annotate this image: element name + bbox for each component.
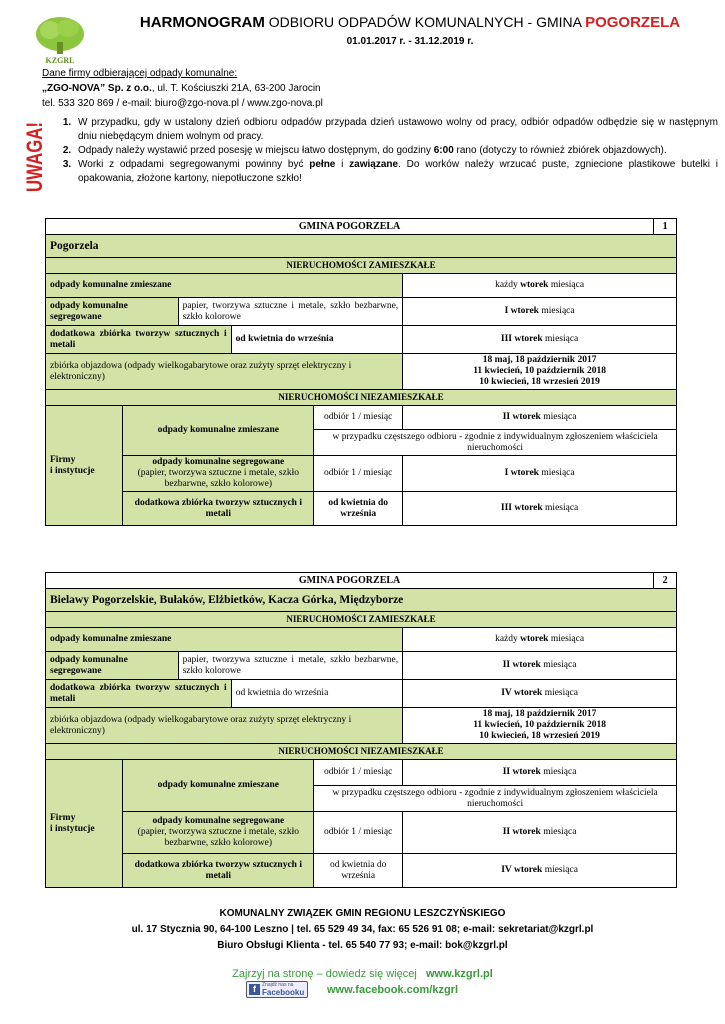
notice-item-1: 1. W przypadku, gdy w ustalony dzień odbioru odpadów przypada dzień ustawowo wolny od pracy, odbiór odpadów odbędzie się w następnym dniu niebędącym dniem wolnym od pracy. <box>74 116 718 144</box>
footer-contact <box>0 906 725 954</box>
extra-collection-label: dodatkowa zbiórka tworzyw sztucznych i metali <box>46 326 232 354</box>
nr-segregated-schedule: I wtorek miesiąca <box>403 456 677 492</box>
page-title: HARMONOGRAM ODBIORU ODPADÓW KOMUNALNYCH - GMINA POGORZELA <box>139 14 681 31</box>
segregated-schedule: II wtorek miesiąca <box>403 652 677 680</box>
mixed-waste-label: odpady komunalne zmieszane <box>46 628 403 652</box>
extra-collection-label: dodatkowa zbiórka tworzyw sztucznych i metali <box>46 680 232 708</box>
facebook-badge-caption: Znajdź nas na <box>262 982 294 988</box>
logo-text: KZGRL <box>45 56 75 65</box>
nr-extra-schedule: IV wtorek miesiąca <box>403 854 677 888</box>
mixed-waste-schedule: każdy wtorek miesiąca <box>403 628 677 652</box>
nr-segregated-frequency: odbiór 1 / miesiąc <box>314 456 403 492</box>
bulky-label: zbiórka objazdowa (odpady wielkogabarytowe oraz zużyty sprzęt elektryczny i elektroniczny) <box>46 354 403 390</box>
location-name: Pogorzela <box>46 235 677 258</box>
nonresidential-header: NIERUCHOMOŚCI NIEZAMIESZKAŁE <box>46 744 677 760</box>
segregated-label: odpady komunalne segregowane <box>46 298 179 326</box>
notice-list <box>58 116 718 186</box>
nr-mixed-frequency: odbiór 1 / miesiąc <box>314 406 403 430</box>
nr-segregated-cell: odpady komunalne segregowane (papier, tworzywa sztuczne i metale, szkło bezbarwne, szkło kolorowe) <box>123 456 314 492</box>
nr-extra-label: dodatkowa zbiórka tworzyw sztucznych i metali <box>123 492 314 526</box>
firm-heading: Dane firmy odbierającej odpady komunalne: <box>42 68 238 79</box>
nr-mixed-label: odpady komunalne zmieszane <box>123 406 314 456</box>
facebook-badge-text: Facebooku <box>262 988 305 997</box>
gmina-header: GMINA POGORZELA <box>46 573 654 589</box>
nr-frequency-note: w przypadku częstszego odbioru - zgodnie z indywidualnym zgłoszeniem właściciela nieruchomości <box>314 786 677 812</box>
location-name: Bielawy Pogorzelskie, Bułaków, Elżbietków, Kacza Górka, Międzyborze <box>46 589 677 612</box>
footer-org: KOMUNALNY ZWIĄZEK GMIN REGIONU LESZCZYŃSKIEGO <box>219 908 506 919</box>
uwaga-stamp <box>14 118 54 196</box>
notice-item-3: 3. Worki z odpadami segregowanymi powinny być pełne i zawiązane. Do worków należy wrzucać puste, zgniecione plastikowe butelki i opakowania, złożone kartony, niepotłuczone szkło! <box>74 158 718 186</box>
nr-extra-schedule: III wtorek miesiąca <box>403 492 677 526</box>
gmina-header: GMINA POGORZELA <box>46 219 654 235</box>
uwaga-stamp-text: UWAGA! <box>22 118 47 192</box>
extra-collection-schedule: III wtorek miesiąca <box>403 326 677 354</box>
footer-slogan: Zajrzyj na stronę – dowiedz się więcej www.kzgrl.pl <box>232 968 493 980</box>
segregated-desc: papier, tworzywa sztuczne i metale, szkło bezbarwne, szkło kolorowe <box>178 298 403 326</box>
schedule-table-2 <box>45 572 677 888</box>
segregated-label: odpady komunalne segregowane <box>46 652 179 680</box>
nr-extra-period: od kwietnia do września <box>314 492 403 526</box>
website-link[interactable]: www.kzgrl.pl <box>425 968 493 980</box>
bulky-dates: 18 maj, 18 październik 2017 11 kwiecień, 10 październik 2018 10 kwiecień, 18 wrzesień 2019 <box>403 708 677 744</box>
notice-item-2: 2. Odpady należy wystawić przed posesję w miejscu łatwo dostępnym, do godziny 6:00 rano (dotyczy to również zbiórek objazdowych). <box>74 144 718 158</box>
residential-header: NIERUCHOMOŚCI ZAMIESZKAŁE <box>46 612 677 628</box>
bulky-label: zbiórka objazdowa (odpady wielkogabarytowe oraz zużyty sprzęt elektryczny i elektroniczny) <box>46 708 403 744</box>
segregated-desc: papier, tworzywa sztuczne i metale, szkło bezbarwne, szkło kolorowe <box>178 652 403 680</box>
firms-label: Firmy i instytucje <box>46 760 123 888</box>
nonresidential-header: NIERUCHOMOŚCI NIEZAMIESZKAŁE <box>46 390 677 406</box>
schedule-table-1 <box>45 218 677 526</box>
segregated-schedule: I wtorek miesiąca <box>403 298 677 326</box>
firm-contact: tel. 533 320 869 / e-mail: biuro@zgo-nova.pl / www.zgo-nova.pl <box>42 98 323 109</box>
table-number: 1 <box>654 219 677 235</box>
nr-mixed-label: odpady komunalne zmieszane <box>123 760 314 812</box>
firm-name-address: „ZGO-NOVA” Sp. z o.o., ul. T. Kościuszki 21A, 63-200 Jarocin <box>42 83 321 94</box>
residential-header: NIERUCHOMOŚCI ZAMIESZKAŁE <box>46 258 677 274</box>
nr-extra-label: dodatkowa zbiórka tworzyw sztucznych i metali <box>123 854 314 888</box>
table-number: 2 <box>654 573 677 589</box>
firms-label: Firmy i instytucje <box>46 406 123 526</box>
nr-segregated-schedule: II wtorek miesiąca <box>403 812 677 854</box>
date-range: 01.01.2017 r. - 31.12.2019 r. <box>346 36 474 47</box>
extra-collection-period: od kwietnia do września <box>231 680 402 708</box>
nr-segregated-cell: odpady komunalne segregowane (papier, tworzywa sztuczne i metale, szkło bezbarwne, szkło kolorowe) <box>123 812 314 854</box>
nr-mixed-schedule: II wtorek miesiąca <box>403 760 677 786</box>
extra-collection-period: od kwietnia do września <box>231 326 403 354</box>
nr-segregated-frequency: odbiór 1 / miesiąc <box>314 812 403 854</box>
nr-mixed-schedule: II wtorek miesiąca <box>403 406 677 430</box>
footer-bok: Biuro Obsługi Klienta - tel. 65 540 77 93; e-mail: bok@kzgrl.pl <box>217 940 508 951</box>
mixed-waste-schedule: każdy wtorek miesiąca <box>403 274 677 298</box>
extra-collection-schedule: IV wtorek miesiąca <box>403 680 677 708</box>
kzgrl-logo <box>28 14 92 66</box>
facebook-link[interactable]: www.facebook.com/kzgrl <box>326 984 458 996</box>
nr-extra-period: od kwietnia do września <box>314 854 403 888</box>
mixed-waste-label: odpady komunalne zmieszane <box>46 274 403 298</box>
nr-mixed-frequency: odbiór 1 / miesiąc <box>314 760 403 786</box>
facebook-icon: f <box>249 984 260 995</box>
footer-address: ul. 17 Stycznia 90, 64-100 Leszno | tel. 65 529 49 34, fax: 65 526 91 08; e-mail: sekretariat@kzgrl.pl <box>131 924 594 935</box>
bulky-dates: 18 maj, 18 październik 2017 11 kwiecień, 10 październik 2018 10 kwiecień, 18 wrzesień 2019 <box>403 354 677 390</box>
nr-frequency-note: w przypadku częstszego odbioru - zgodnie z indywidualnym zgłoszeniem właściciela nieruchomości <box>314 430 677 456</box>
